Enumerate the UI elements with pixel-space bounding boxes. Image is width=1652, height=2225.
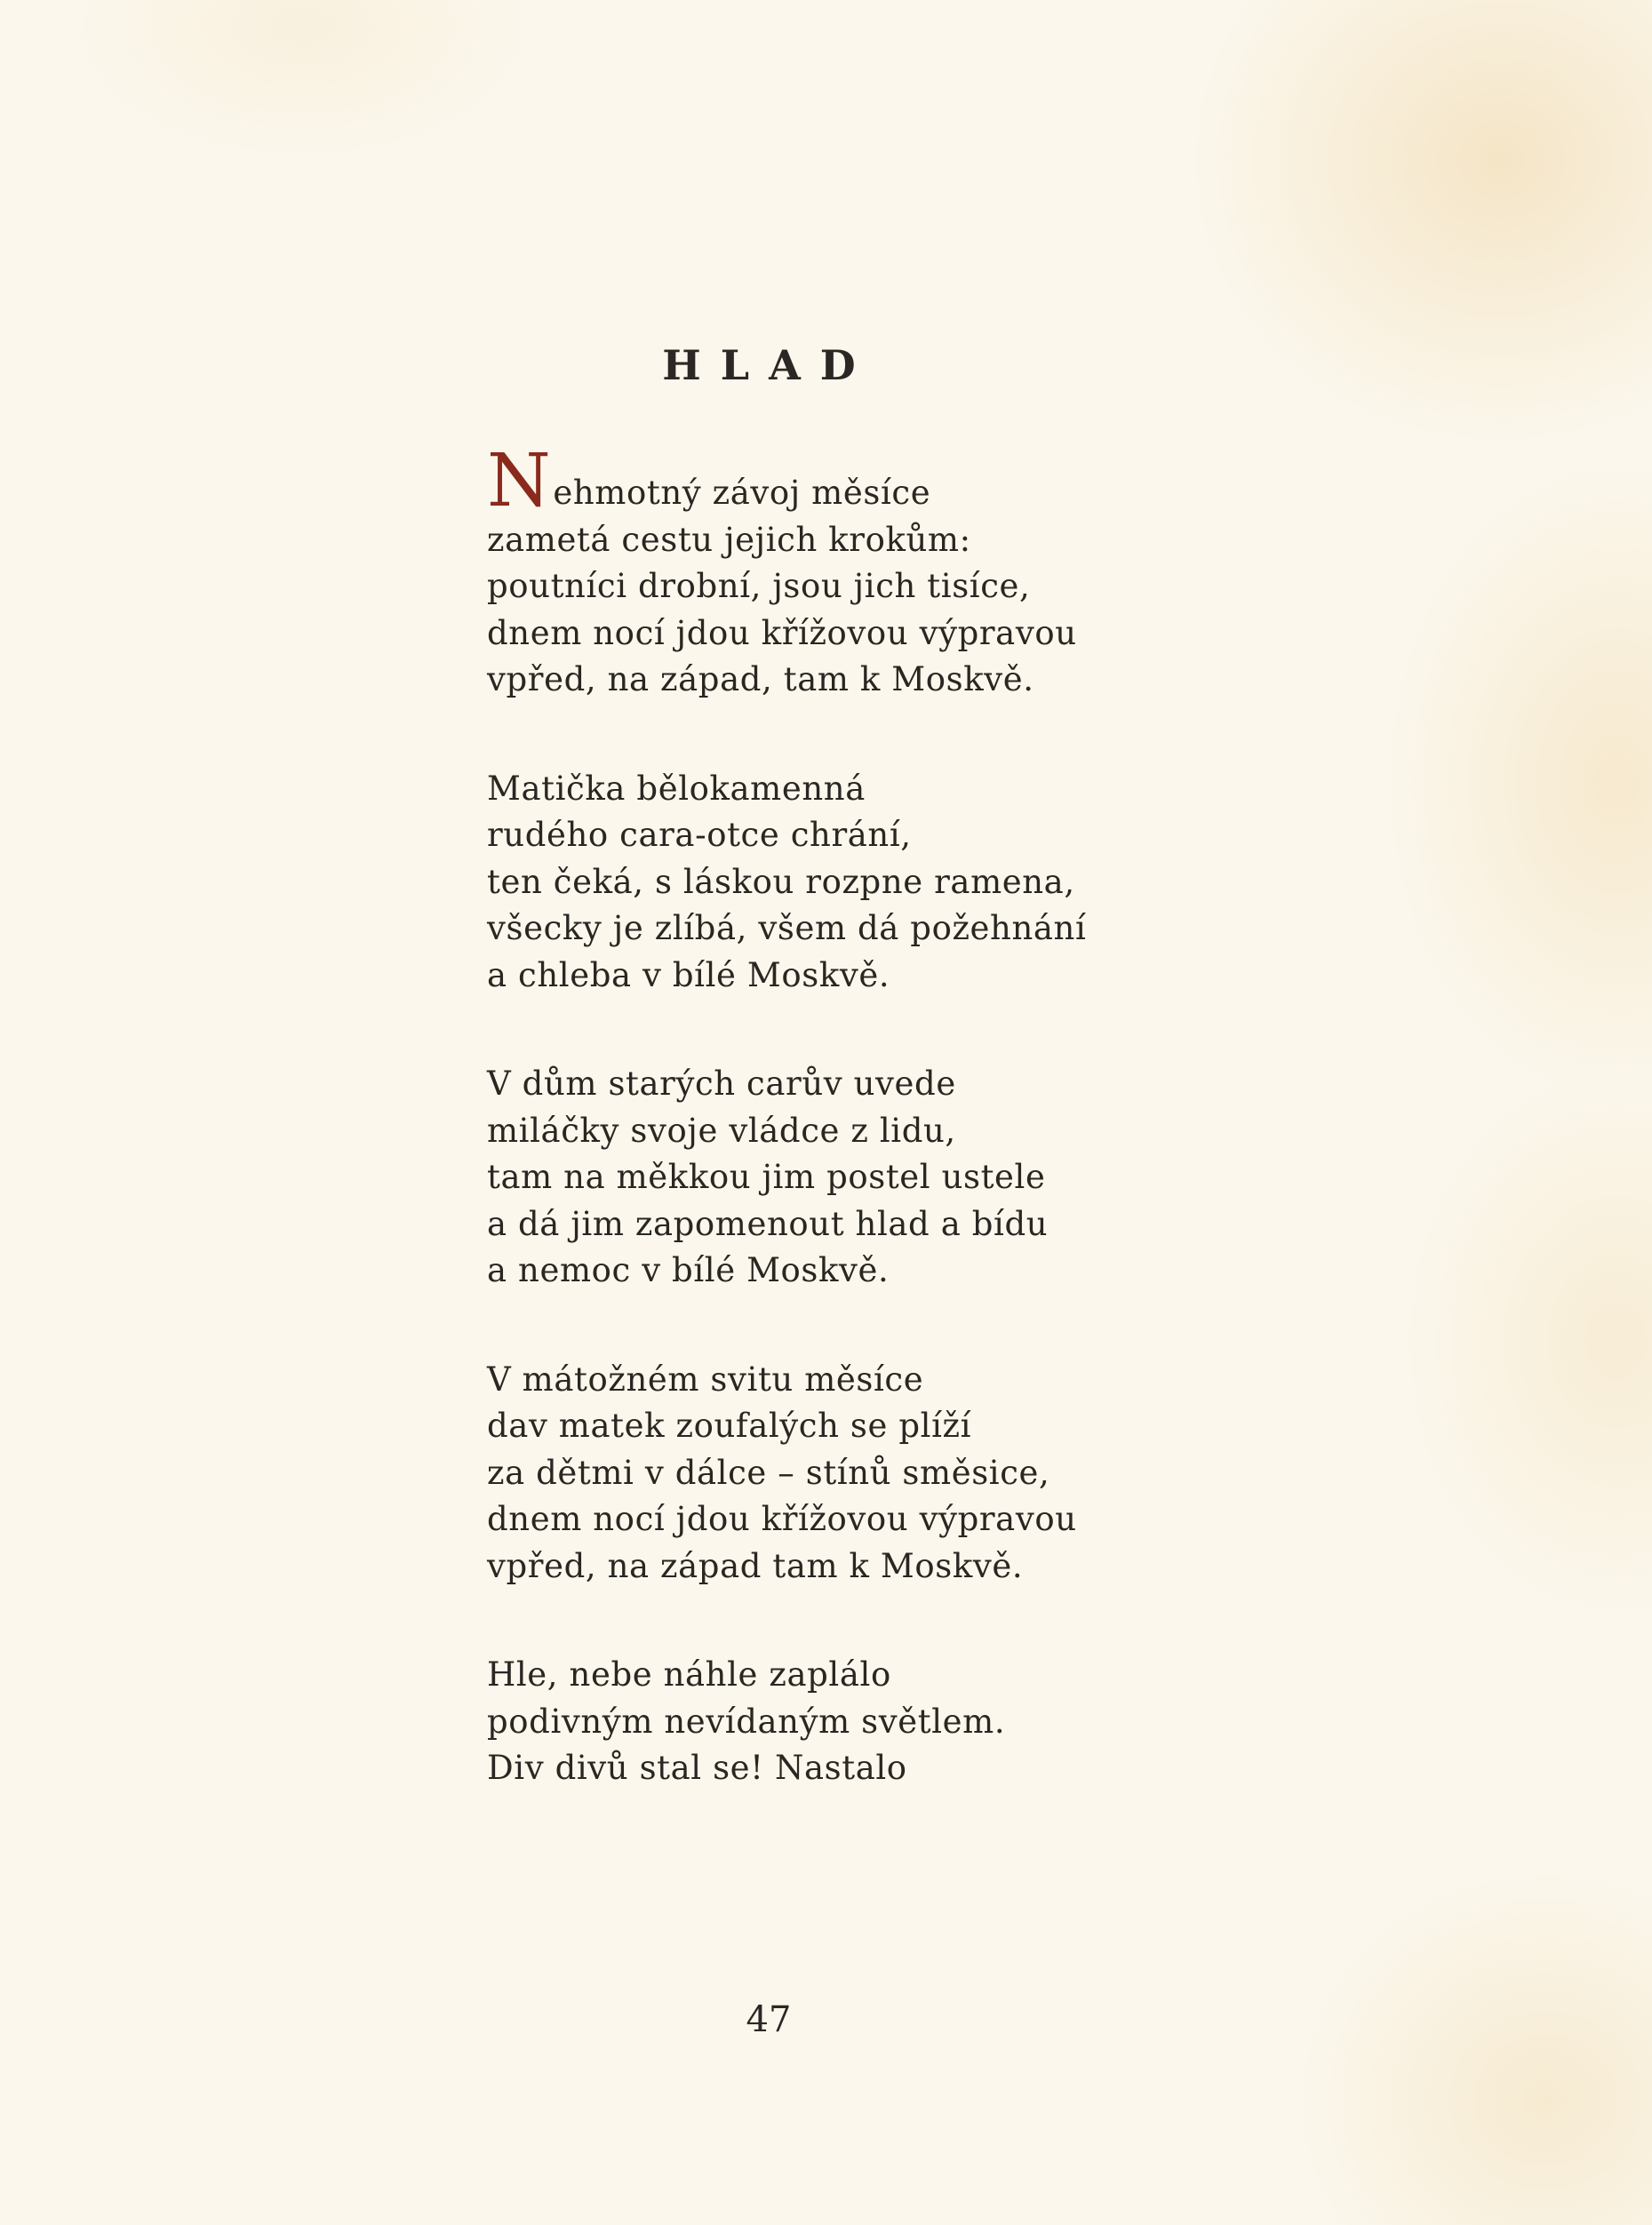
poem-line: dav matek zoufalých se plíží: [487, 1407, 972, 1445]
poem-line: a dá jim zapomenout hlad a bídu: [487, 1204, 1049, 1243]
poem-title: HLAD: [662, 341, 875, 389]
stanza: [487, 1357, 1162, 1591]
poem-body: [487, 439, 1162, 1854]
drop-cap: N: [487, 439, 552, 523]
poem-line: vpřed, na západ, tam k Moskvě.: [487, 660, 1034, 698]
poem-line: ten čeká, s láskou rozpne ramena,: [487, 862, 1075, 901]
stanza: [487, 766, 1162, 1000]
stanza: [487, 1061, 1162, 1295]
poem-line: poutníci drobní, jsou jich tisíce,: [487, 567, 1031, 605]
poem-line: V mátožném svitu měsíce: [487, 1360, 924, 1399]
poem-line: rudého cara-otce chrání,: [487, 816, 912, 854]
poem-line: vpřed, na západ tam k Moskvě.: [487, 1546, 1024, 1585]
stanza: [487, 439, 1162, 704]
poem-line: dnem nocí jdou křížovou výpravou: [487, 613, 1077, 652]
poem-line: zametá cestu jejich krokům:: [487, 520, 971, 559]
paper-stain: [1297, 1870, 1652, 2225]
poem-line: dnem nocí jdou křížovou výpravou: [487, 1500, 1077, 1538]
poem-line: Hle, nebe náhle zaplálo: [487, 1655, 891, 1694]
poem-line: za dětmi v dálce – stínů směsice,: [487, 1453, 1050, 1492]
poem-line: a nemoc v bílé Moskvě.: [487, 1251, 890, 1289]
poem-line: podivným nevídaným světlem.: [487, 1702, 1006, 1741]
poem-line: všecky je zlíbá, všem dá požehnání: [487, 909, 1087, 947]
paper-stain: [1403, 1066, 1652, 1617]
poem-line: V dům starých carův uvede: [487, 1065, 956, 1103]
paper-stain: [71, 0, 533, 160]
paper-stain: [1385, 462, 1652, 1102]
poem-line: miláčky svoje vládce z lidu,: [487, 1111, 956, 1150]
poem-line: [487, 439, 1162, 523]
poem-line: a chleba v bílé Moskvě.: [487, 955, 890, 994]
poem-line: Div divů stal se! Nastalo: [487, 1749, 907, 1787]
poem-line: tam na měkkou jim postel ustele: [487, 1158, 1046, 1196]
poem-line: Matička bělokamenná: [487, 769, 866, 808]
stanza: [487, 1652, 1162, 1792]
page-number: 47: [746, 1999, 792, 2040]
poem-line-text: ehmotný závoj měsíce: [553, 474, 931, 512]
